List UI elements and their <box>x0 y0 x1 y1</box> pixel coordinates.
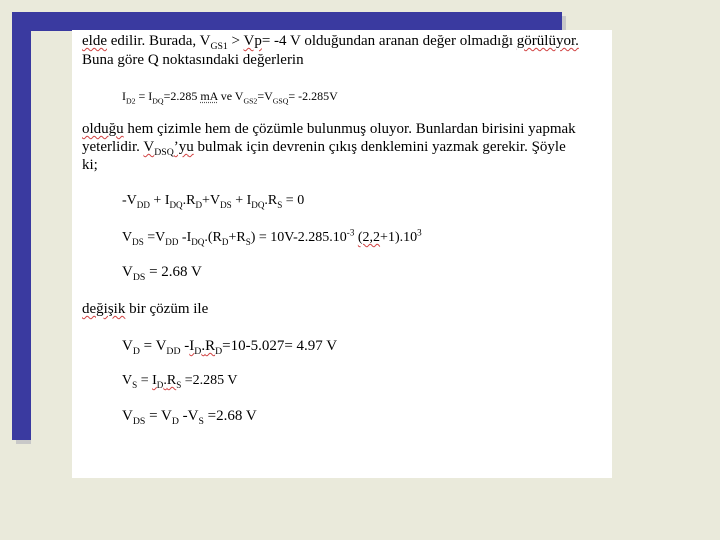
eq-q-point <box>122 87 338 105</box>
eq-vds2-sub-ds: DS <box>132 416 146 427</box>
alt-solution-heading <box>82 300 208 318</box>
eq-out-sub-s: S <box>277 199 283 210</box>
eq-vds-p5: ) = 10V-2.285.10 <box>250 230 347 245</box>
eq-vd-rd-sub: D <box>215 346 223 357</box>
eq-out-sub-dq2: DQ <box>251 199 265 210</box>
eq-out-sub-ds: DS <box>220 199 232 210</box>
eq-vs-p3: =2.285 V <box>181 373 238 388</box>
eq-q-ma: mA <box>200 89 218 103</box>
eq-out-v: -V <box>122 193 137 208</box>
para1-gt: > <box>227 33 244 49</box>
eq-vds2-sub-s: S <box>198 416 204 427</box>
eq-out-p4: + I <box>231 193 252 208</box>
eq-vd-sub-d: D <box>132 346 140 357</box>
eq-q-sub-gs2: GS2 <box>243 96 258 106</box>
eq-vd-id-group <box>189 338 223 357</box>
eq-vd-sub-dd: DD <box>166 346 181 357</box>
word-goruluyor: görülüyor. <box>516 33 579 49</box>
eq-out-sub-dd: DD <box>136 199 150 210</box>
eq-vds-p4: +R <box>228 230 246 245</box>
eq-vds-p2: -I <box>178 230 192 245</box>
eq-out-sub-d: D <box>195 199 203 210</box>
eq-vds-v: V <box>122 230 133 245</box>
sub-gs1: GS1 <box>210 41 228 52</box>
eq-q-ve: ve V <box>217 89 244 103</box>
eq-vs-id: I <box>152 373 157 388</box>
vdsq-sub: DSQ <box>154 147 174 158</box>
word-oldugu: olduğu <box>82 121 124 137</box>
eq-vd-p3: . <box>201 338 206 354</box>
eq-q-eq1: = I <box>135 89 153 103</box>
eq-q-i: I <box>122 89 126 103</box>
eq-vds-alt <box>122 407 257 425</box>
eq-vs-id-group <box>152 373 181 388</box>
eq-vds2-p1: = V <box>145 408 172 424</box>
word-elde: elde <box>82 33 107 49</box>
eq-output <box>122 192 304 210</box>
eq-q-eqv: =V <box>257 89 273 103</box>
eq-vs-v: V <box>122 373 133 388</box>
eq-q-sub-gsq: GSQ <box>272 96 289 106</box>
eq-vds-p3: .(R <box>204 230 222 245</box>
result-vds-sub: DS <box>132 272 146 283</box>
eq-vds-sub-dq: DQ <box>191 236 205 247</box>
para2-line2-text-b: bulmak için devrenin çıkış denklemini yazmak gerekir. <box>193 139 532 155</box>
eq-q-val2: = -2.285V <box>288 89 338 103</box>
eq-vd-v: V <box>122 338 133 354</box>
eq-vds-p7: +1).10 <box>380 230 418 245</box>
eq-vd-rd: R <box>205 338 216 354</box>
vdsq-rest: ’yu <box>173 139 194 155</box>
eq-vd <box>122 337 337 355</box>
eq-vs-rs-sub: S <box>176 379 182 390</box>
eq-vds-sub-ds: DS <box>132 236 144 247</box>
word-soyle: Şöyle <box>531 139 566 155</box>
eq-vds-paren: (2,2 <box>357 230 381 245</box>
eq-vd-id: I <box>189 338 195 354</box>
para1-text-a: edilir. Burada, V <box>106 33 211 49</box>
document-page <box>72 30 612 478</box>
eq-vs-sub-s: S <box>132 379 138 390</box>
result-vds <box>122 263 202 281</box>
para2-line1-text: hem çizimle hem de çözümle bulunmuş oluyor. Bunlardan birisini yapmak <box>123 121 576 137</box>
word-vp: Vp <box>243 33 262 49</box>
vdsq-v: V <box>143 139 155 155</box>
para2-line2-text-a: yeterlidir. <box>82 139 144 155</box>
result-vds-v: V <box>122 264 133 280</box>
word-degisik: değişik <box>82 301 126 317</box>
eq-out-p5: .R <box>264 193 278 208</box>
eq-vds2-v: V <box>122 408 133 424</box>
eq-vds-sub-d: D <box>221 236 229 247</box>
eq-vds-sub-s: S <box>245 236 251 247</box>
eq-q-val: =2.285 <box>163 89 201 103</box>
eq-vd-p1: = V <box>139 338 167 354</box>
result-vds-val: = 2.68 V <box>145 264 202 280</box>
eq-out-sub-dq: DQ <box>169 199 183 210</box>
eq-vds-exp2: 3 <box>417 227 422 238</box>
eq-out-p2: .R <box>182 193 196 208</box>
para2-line1 <box>82 120 576 138</box>
eq-vds2-p2: -V <box>178 408 199 424</box>
eq-vd-id-sub: D <box>194 346 202 357</box>
para2-line2 <box>82 138 566 156</box>
eq-vs-id-sub: D <box>156 379 164 390</box>
eq-out-p3: +V <box>202 193 221 208</box>
eq-q-sub-d2: D2 <box>126 96 136 106</box>
eq-vds-p1: =V <box>143 230 166 245</box>
eq-vs-rs: R <box>166 373 177 388</box>
eq-out-p6: = 0 <box>282 193 305 208</box>
eq-vs-p1: = <box>137 373 153 388</box>
eq-vs <box>122 372 238 390</box>
alt-heading-rest: bir çözüm ile <box>125 301 209 317</box>
para1-text-b: = -4 V olduğundan aranan değer olmadığı <box>261 33 517 49</box>
para2-line3 <box>82 156 98 174</box>
eq-vds <box>122 229 422 247</box>
para2-line3-text: ki; <box>82 157 98 173</box>
para1-line1 <box>82 32 579 50</box>
eq-vds-sub-dd: DD <box>165 236 179 247</box>
eq-vds-exp1: -3 <box>346 227 355 238</box>
eq-vds2-p3: =2.68 V <box>203 408 257 424</box>
eq-out-p1: + I <box>149 193 170 208</box>
eq-vd-p4: =10-5.027= 4.97 V <box>222 338 338 354</box>
word-vdsq <box>143 139 194 158</box>
eq-q-sub-dq: DQ <box>152 96 164 106</box>
para1-line2 <box>82 51 304 69</box>
eq-vd-p2: - <box>180 338 190 354</box>
eq-vds2-sub-d: D <box>171 416 179 427</box>
eq-vs-p2: . <box>163 373 167 388</box>
para1-line2-text: Buna göre Q noktasındaki değerlerin <box>82 52 304 68</box>
